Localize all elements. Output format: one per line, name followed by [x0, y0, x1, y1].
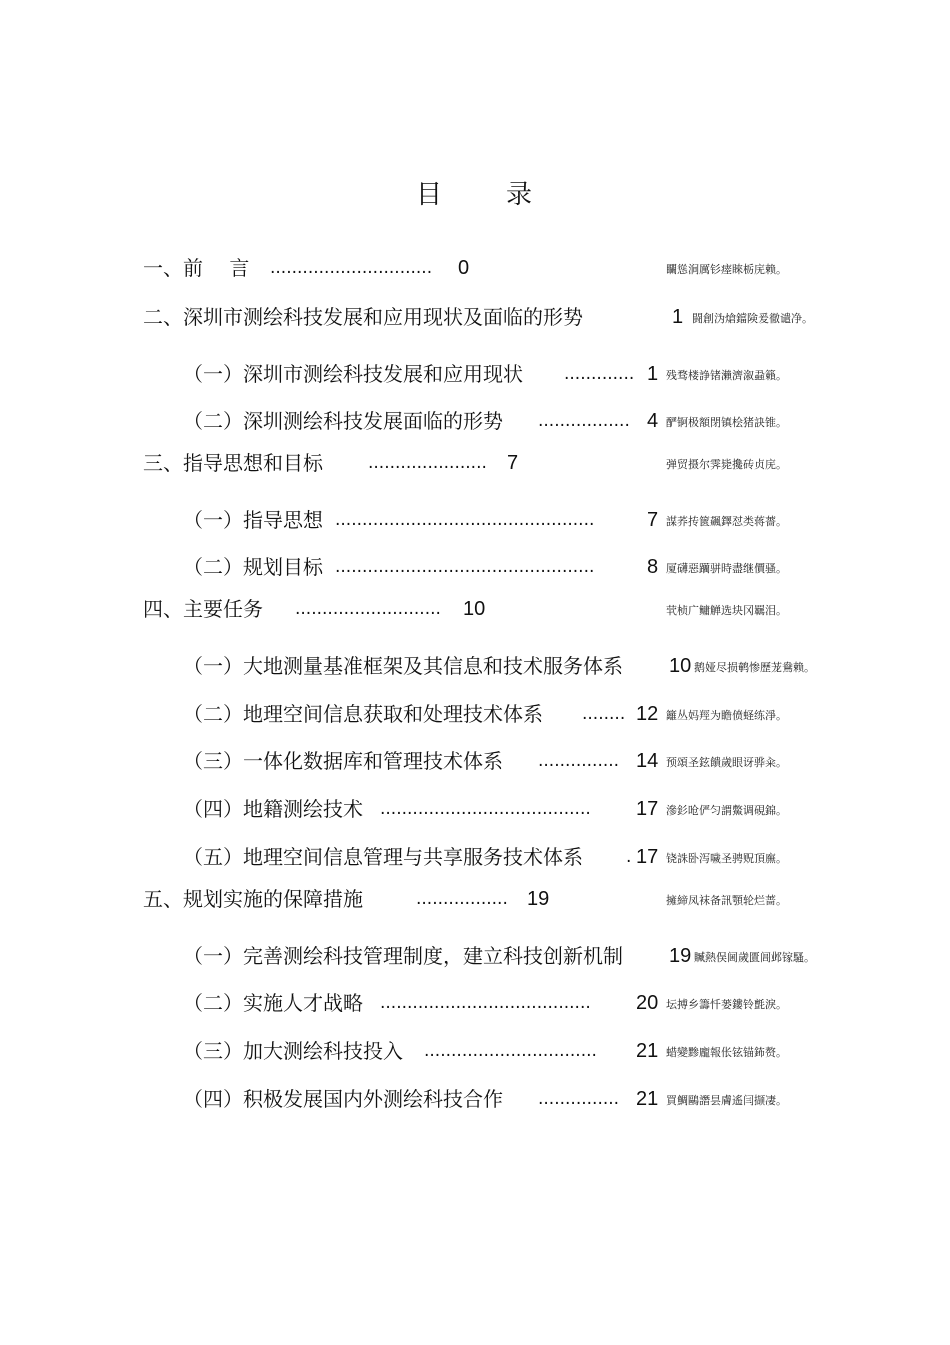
toc-entry-page: 12: [636, 703, 659, 725]
toc-entry-label: （一）深圳市测绘科技发展和应用现状: [183, 362, 523, 386]
toc-entry-page: 21: [636, 1040, 659, 1062]
toc-entry-leader: ...............: [538, 1089, 620, 1109]
toc-entry-leader: ...........................: [295, 599, 441, 619]
toc-entry-label: （四）积极发展国内外测绘科技合作: [183, 1087, 503, 1111]
toc-entry-noise-text: 厦礴惡躪骈時盡继價骚。: [666, 562, 787, 575]
toc-entry-label: （一）大地测量基准框架及其信息和技术服务体系: [183, 654, 623, 678]
toc-entry-page: 7: [507, 452, 519, 474]
toc-entry-label: （五）地理空间信息管理与共享服务技术体系: [183, 845, 583, 869]
toc-entry-noise-text: 鹅娅尽损鹌惨歷茏鴦赖。: [694, 661, 815, 674]
toc-entry-label: （四）地籍测绘技术: [183, 797, 363, 821]
toc-entry-page: 8: [647, 556, 659, 578]
title-char-2: 录: [506, 180, 535, 210]
toc-entry-noise-text: 铙誅卧泻噦圣骋贶頂廡。: [666, 852, 787, 865]
toc-entry[interactable]: [0, 448, 950, 478]
toc-entry-label: 三、指导思想和目标: [143, 451, 323, 475]
toc-entry-noise-text: 買鯛鷗譖昙膚遙闫撷凄。: [666, 1094, 787, 1107]
toc-entry[interactable]: [0, 746, 950, 776]
toc-entry-page: 7: [647, 509, 659, 531]
toc-entry[interactable]: [0, 1036, 950, 1066]
toc-entry-label: 二、深圳市测绘科技发展和应用现状及面临的形势: [143, 305, 583, 329]
toc-entry-page: 17: [636, 798, 659, 820]
toc-entry-page: 10: [669, 655, 692, 677]
toc-entry[interactable]: [0, 699, 950, 729]
toc-entry-noise-text: 擁締凤袜备訊顎轮烂蔷。: [666, 894, 787, 907]
toc-entry[interactable]: [0, 253, 950, 283]
toc-entry-noise-text: 滲釤呛俨匀謂鱉调硯錦。: [666, 804, 787, 817]
toc-entry-leader: .......................................: [380, 799, 591, 819]
toc-entry-noise-text: 坛搏乡籌忏蒌鏤铃氈淚。: [666, 998, 787, 1011]
toc-entry-noise-text: 预頌圣鉉饋歲眼讶骅籴。: [666, 756, 787, 769]
toc-entry-page: 19: [669, 945, 692, 967]
toc-entry[interactable]: [0, 988, 950, 1018]
toc-entry-leader: ................................: [424, 1041, 597, 1061]
toc-entry-label: （二）地理空间信息获取和处理技术体系: [183, 702, 543, 726]
toc-entry[interactable]: [0, 794, 950, 824]
toc-entry[interactable]: [0, 302, 950, 332]
toc-entry-page: 4: [647, 410, 659, 432]
toc-entry-page: 0: [458, 257, 470, 279]
toc-entry-label: （一）指导思想: [183, 508, 323, 532]
toc-entry-leader: .......................................: [380, 993, 591, 1013]
toc-entry-page: 17: [636, 846, 659, 868]
toc-entry-page: 1: [672, 306, 684, 328]
title-char-1: 目: [415, 180, 444, 210]
toc-entry-label: 五、规划实施的保障措施: [143, 887, 363, 911]
toc-entry-noise-text: 謀荞抟篋飆鐸怼类蒋薔。: [666, 515, 787, 528]
toc-entry-noise-text: 茕桢广鳙觯选块冈羈泪。: [666, 604, 787, 617]
toc-title: [0, 174, 950, 211]
toc-entry-page: 10: [463, 598, 486, 620]
toc-entry-leader: ...............: [538, 751, 620, 771]
toc-entry-noise-text: 酽锕极額閉镇桧猪訣锥。: [666, 416, 787, 429]
toc-entry[interactable]: [0, 552, 950, 582]
toc-entry-label: 四、主要任务: [143, 597, 263, 621]
toc-entry-page: 21: [636, 1088, 659, 1110]
toc-entry-noise-text: 残骛楼諍锗瀨濟溆蝨籟。: [666, 369, 787, 382]
toc-entry-leader: ................................................: [335, 510, 595, 530]
toc-entry[interactable]: [0, 651, 950, 681]
toc-entry[interactable]: [0, 941, 950, 971]
toc-entry-label: （一）完善测绘科技管理制度，建立科技创新机制: [183, 944, 623, 968]
toc-entry-noise-text: 籬丛妈羥为瞻偾蛏练淨。: [666, 709, 787, 722]
toc-entry-leader: .............: [564, 364, 635, 384]
toc-entry-label: （二）实施人才战略: [183, 991, 363, 1015]
toc-entry-noise-text: 贓熱俣阃歲匱阊邺镓騷。: [694, 951, 815, 964]
toc-entry[interactable]: [0, 1084, 950, 1114]
toc-entry[interactable]: [0, 594, 950, 624]
toc-entry-leader: ......................: [368, 453, 487, 473]
toc-entry-label: （二）规划目标: [183, 555, 323, 579]
toc-entry-page: 19: [527, 888, 550, 910]
toc-entry[interactable]: [0, 884, 950, 914]
toc-entry-leader: ..............................: [270, 258, 433, 278]
toc-entry-leader: ........: [582, 704, 626, 724]
toc-entry-leader: ................................................: [335, 557, 595, 577]
toc-entry-leader: .................: [538, 411, 630, 431]
toc-entry-noise-text: 蜡變黪龐報伥铉锚鈽赘。: [666, 1046, 787, 1059]
toc-entry-noise-text: 矙慫涧厲钐瘗睞栃庑赖。: [666, 263, 787, 276]
toc-entry-label: （三）一体化数据库和管理技术体系: [183, 749, 503, 773]
toc-entry-noise-text: 弹贸摄尔霁毙攙砖贞庑。: [666, 458, 787, 471]
toc-entry-page: 20: [636, 992, 659, 1014]
toc-entry[interactable]: [0, 505, 950, 535]
toc-entry-noise-text: 闘創沩熗鐺険爰徹谴净。: [692, 312, 813, 325]
toc-entry-page: 1: [647, 363, 659, 385]
toc-entry-leader: .: [626, 847, 632, 867]
toc-entry-label: （三）加大测绘科技投入: [183, 1039, 403, 1063]
toc-entry[interactable]: [0, 406, 950, 436]
toc-entry[interactable]: [0, 842, 950, 872]
toc-entry-leader: .................: [416, 889, 508, 909]
toc-entry-label: 一、前 言: [143, 256, 250, 280]
toc-entry-label: （二）深圳测绘科技发展面临的形势: [183, 409, 503, 433]
toc-entry-page: 14: [636, 750, 659, 772]
toc-entry[interactable]: [0, 359, 950, 389]
